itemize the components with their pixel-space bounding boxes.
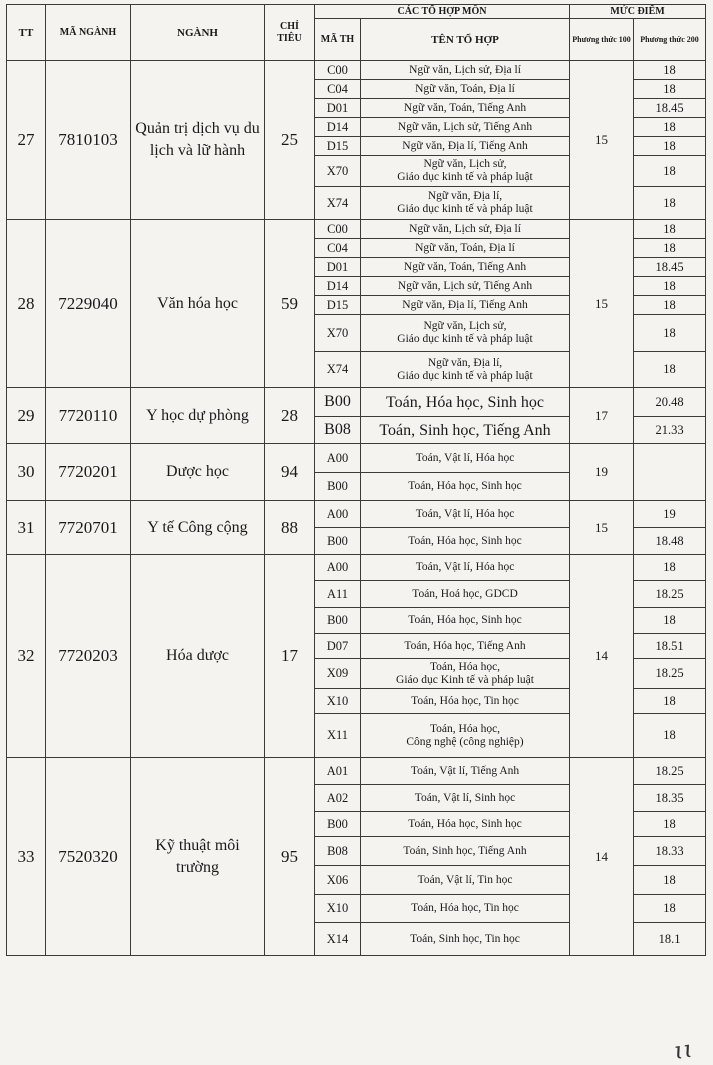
score-method-200: 18 — [634, 296, 706, 315]
major-name: Hóa dược — [131, 555, 265, 758]
combo-name — [361, 80, 570, 99]
combo-name-line-2: Giáo dục kinh tế và pháp luật — [397, 369, 533, 382]
combo-name-line-2: Giáo dục kinh tế và pháp luật — [397, 203, 533, 215]
score-method-100: 17 — [570, 388, 634, 444]
major-name: Dược học — [131, 444, 265, 501]
combo-name — [361, 608, 570, 634]
score-method-200: 18 — [634, 61, 706, 80]
header-tt: TT — [7, 5, 46, 61]
header-ten-to-hop: TÊN TỔ HỢP — [361, 19, 570, 61]
combo-code: A00 — [315, 501, 361, 528]
combo-code: A00 — [315, 444, 361, 473]
combo-code: X06 — [315, 866, 361, 895]
combo-name-line: Toán, Hóa học, — [429, 722, 501, 735]
combo-name — [361, 923, 570, 956]
combo-code: X11 — [315, 714, 361, 758]
score-method-200: 18 — [634, 689, 706, 714]
combo-name — [361, 714, 570, 758]
combo-name — [361, 581, 570, 608]
score-method-200: 18 — [634, 555, 706, 581]
table-row — [7, 388, 706, 417]
combo-code: B00 — [315, 812, 361, 837]
combo-name-line-2: Công nghệ (công nghiệp) — [406, 735, 524, 748]
table-row — [7, 444, 706, 473]
quota: 28 — [265, 388, 315, 444]
row-tt: 28 — [7, 220, 46, 388]
score-method-200: 18 — [634, 315, 706, 352]
quota: 95 — [265, 758, 315, 956]
table-row — [7, 61, 706, 80]
score-method-200: 20.48 — [634, 388, 706, 417]
combo-name-line: Ngữ văn, Địa lí, Tiếng Anh — [402, 139, 528, 152]
combo-name-line: Ngữ văn, Lịch sử, — [423, 158, 507, 170]
score-method-100: 14 — [570, 758, 634, 956]
combo-name — [361, 555, 570, 581]
combo-name — [361, 239, 570, 258]
score-method-200: 18.33 — [634, 837, 706, 866]
table-row — [7, 220, 706, 239]
combo-name-line-2: Giáo dục kinh tế và pháp luật — [397, 333, 533, 345]
combo-name-line: Toán, Sinh học, Tiếng Anh — [403, 844, 527, 857]
combo-name-line: Toán, Hóa học, Tin học — [411, 694, 519, 707]
quota: 59 — [265, 220, 315, 388]
combo-code: B00 — [315, 388, 361, 417]
combo-code: A00 — [315, 555, 361, 581]
combo-name — [361, 187, 570, 220]
combo-name-line: Toán, Vật lí, Hóa học — [415, 561, 515, 573]
major-name: Văn hóa học — [131, 220, 265, 388]
major-name: Kỹ thuật môi trường — [131, 758, 265, 956]
combo-code: D01 — [315, 258, 361, 277]
combo-code: X14 — [315, 923, 361, 956]
combo-name-line: Ngữ văn, Lịch sử, Tiếng Anh — [397, 120, 533, 133]
combo-code: B00 — [315, 528, 361, 555]
score-method-200: 18.35 — [634, 785, 706, 812]
score-method-200: 18.25 — [634, 659, 706, 689]
combo-name — [361, 137, 570, 156]
combo-name — [361, 118, 570, 137]
score-method-200: 18 — [634, 895, 706, 923]
combo-name — [361, 277, 570, 296]
score-method-200: 18.45 — [634, 99, 706, 118]
combo-name-line: Toán, Hóa học, Tiếng Anh — [404, 639, 526, 652]
combo-name-line: Toán, Vật lí, Tiếng Anh — [410, 764, 520, 777]
combo-name — [361, 258, 570, 277]
score-method-200: 18.1 — [634, 923, 706, 956]
score-method-100: 15 — [570, 220, 634, 388]
row-tt: 32 — [7, 555, 46, 758]
header-nganh: NGÀNH — [131, 5, 265, 61]
major-name: Y học dự phòng — [131, 388, 265, 444]
combo-name-line: Toán, Hóa học, — [429, 660, 501, 673]
combo-name — [361, 785, 570, 812]
score-method-200: 18 — [634, 220, 706, 239]
score-method-200: 18 — [634, 866, 706, 895]
combo-name-line: Ngữ văn, Toán, Địa lí — [415, 241, 515, 254]
score-method-200: 18 — [634, 277, 706, 296]
combo-name — [361, 501, 570, 528]
combo-name — [361, 61, 570, 80]
table-row — [7, 555, 706, 581]
combo-code: X10 — [315, 689, 361, 714]
combo-name — [361, 812, 570, 837]
table-row — [7, 758, 706, 785]
major-code: 7720701 — [46, 501, 131, 555]
combo-name-line: Toán, Vật lí, Hóa học — [415, 507, 515, 520]
combo-code: D14 — [315, 277, 361, 296]
score-method-200 — [634, 444, 706, 501]
combo-code: X10 — [315, 895, 361, 923]
header-chi-tieu: CHỈ TIÊU — [265, 5, 315, 61]
major-code: 7720203 — [46, 555, 131, 758]
score-method-200: 18 — [634, 80, 706, 99]
combo-name — [361, 837, 570, 866]
combo-name — [361, 99, 570, 118]
combo-name — [361, 388, 570, 417]
combo-name — [361, 156, 570, 187]
combo-name — [361, 528, 570, 555]
combo-code: X70 — [315, 156, 361, 187]
combo-name-line: Ngữ văn, Địa lí, — [427, 190, 503, 202]
combo-name-line: Toán, Hóa học, Sinh học — [408, 614, 522, 626]
score-method-200: 19 — [634, 501, 706, 528]
row-tt: 27 — [7, 61, 46, 220]
combo-code: X09 — [315, 659, 361, 689]
score-method-200: 18 — [634, 118, 706, 137]
combo-name-line: Ngữ văn, Toán, Tiếng Anh — [403, 101, 527, 114]
score-method-200: 18 — [634, 608, 706, 634]
combo-name-line: Toán, Vật lí, Tin học — [417, 873, 513, 886]
combo-name — [361, 220, 570, 239]
major-name: Y tế Công cộng — [131, 501, 265, 555]
score-method-200: 18.51 — [634, 634, 706, 659]
major-code: 7229040 — [46, 220, 131, 388]
combo-name — [361, 758, 570, 785]
combo-name-line-2: Giáo dục Kinh tế và pháp luật — [396, 673, 534, 686]
row-tt: 33 — [7, 758, 46, 956]
score-method-200: 18.48 — [634, 528, 706, 555]
header-ma-nganh: MÃ NGÀNH — [46, 5, 131, 61]
combo-name-line: Toán, Hóa học, Sinh học — [408, 480, 522, 492]
score-method-200: 18 — [634, 812, 706, 837]
score-method-100: 15 — [570, 61, 634, 220]
score-method-200: 18.25 — [634, 581, 706, 608]
combo-name — [361, 444, 570, 473]
combo-name — [361, 659, 570, 689]
combo-name-line: Toán, Vật lí, Sinh học — [414, 791, 516, 804]
score-method-100: 19 — [570, 444, 634, 501]
combo-name — [361, 895, 570, 923]
combo-name-line: Ngữ văn, Lịch sử, Địa lí — [409, 63, 521, 76]
combo-name-line: Ngữ văn, Toán, Địa lí — [415, 82, 515, 95]
quota: 88 — [265, 501, 315, 555]
combo-name-line: Toán, Hóa học, Sinh học — [386, 393, 544, 411]
combo-name-line-2: Giáo dục kinh tế và pháp luật — [397, 171, 533, 183]
header-muc-diem: MỨC ĐIỂM — [570, 5, 706, 19]
combo-name-line: Toán, Hóa học, Sinh học — [408, 534, 522, 547]
combo-name-line: Ngữ văn, Toán, Tiếng Anh — [403, 260, 527, 273]
combo-code: B08 — [315, 837, 361, 866]
combo-code: A11 — [315, 581, 361, 608]
combo-name-line: Toán, Vật lí, Hóa học — [415, 451, 515, 464]
combo-code: B00 — [315, 608, 361, 634]
combo-code: A02 — [315, 785, 361, 812]
signature-mark: ɩɩ — [672, 1034, 695, 1065]
quota: 17 — [265, 555, 315, 758]
header-pt100: Phương thức 100 — [570, 19, 634, 61]
score-method-200: 18 — [634, 137, 706, 156]
combo-name — [361, 634, 570, 659]
combo-name-line: Ngữ văn, Lịch sử, Địa lí — [409, 222, 521, 235]
combo-name-line: Toán, Hóa học, Tin học — [411, 902, 519, 914]
admission-score-table — [6, 4, 706, 956]
quota: 94 — [265, 444, 315, 501]
score-method-200: 18.45 — [634, 258, 706, 277]
quota: 25 — [265, 61, 315, 220]
combo-code: X70 — [315, 315, 361, 352]
combo-code: D15 — [315, 296, 361, 315]
combo-name-line: Toán, Hóa học, Sinh học — [408, 817, 522, 830]
score-method-200: 18 — [634, 239, 706, 258]
row-tt: 31 — [7, 501, 46, 555]
combo-name — [361, 352, 570, 388]
combo-code: X74 — [315, 187, 361, 220]
combo-name-line: Ngữ văn, Địa lí, — [427, 356, 503, 369]
major-code: 7520320 — [46, 758, 131, 956]
combo-name-line: Toán, Sinh học, Tiếng Anh — [379, 421, 551, 439]
score-method-200: 18 — [634, 187, 706, 220]
combo-name-line: Toán, Hoá học, GDCD — [412, 587, 518, 600]
combo-name-line: Toán, Sinh học, Tin học — [410, 932, 520, 945]
combo-code: C00 — [315, 220, 361, 239]
combo-name — [361, 315, 570, 352]
score-method-200: 18.25 — [634, 758, 706, 785]
combo-name — [361, 296, 570, 315]
combo-code: D07 — [315, 634, 361, 659]
combo-code: D01 — [315, 99, 361, 118]
major-code: 7720110 — [46, 388, 131, 444]
score-method-200: 18 — [634, 156, 706, 187]
table-row — [7, 501, 706, 528]
combo-name — [361, 866, 570, 895]
combo-name-line: Ngữ văn, Lịch sử, — [423, 320, 507, 332]
row-tt: 30 — [7, 444, 46, 501]
combo-name-line: Ngữ văn, Địa lí, Tiếng Anh — [402, 298, 528, 311]
combo-name-line: Ngữ văn, Lịch sử, Tiếng Anh — [397, 279, 533, 292]
score-method-100: 15 — [570, 501, 634, 555]
score-method-100: 14 — [570, 555, 634, 758]
header-pt200: Phương thức 200 — [634, 19, 706, 61]
header-ma-th: MÃ TH — [315, 19, 361, 61]
major-code: 7720201 — [46, 444, 131, 501]
major-name: Quản trị dịch vụ du lịch và lữ hành — [131, 61, 265, 220]
combo-code: C04 — [315, 239, 361, 258]
combo-code: X74 — [315, 352, 361, 388]
combo-name — [361, 473, 570, 501]
score-method-200: 18 — [634, 714, 706, 758]
combo-code: C04 — [315, 80, 361, 99]
row-tt: 29 — [7, 388, 46, 444]
combo-code: D14 — [315, 118, 361, 137]
header-cac-to-hop: CÁC TỔ HỢP MÔN — [315, 5, 570, 19]
score-method-200: 21.33 — [634, 417, 706, 444]
major-code: 7810103 — [46, 61, 131, 220]
combo-code: B08 — [315, 417, 361, 444]
combo-name — [361, 689, 570, 714]
combo-code: B00 — [315, 473, 361, 501]
combo-code: D15 — [315, 137, 361, 156]
combo-name — [361, 417, 570, 444]
combo-code: A01 — [315, 758, 361, 785]
combo-code: C00 — [315, 61, 361, 80]
score-method-200: 18 — [634, 352, 706, 388]
